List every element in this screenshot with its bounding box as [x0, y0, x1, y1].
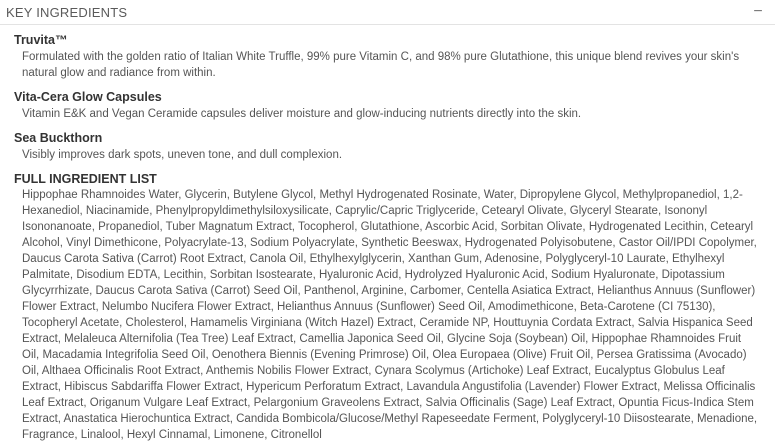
accordion-body: [0, 25, 775, 443]
accordion-header[interactable]: [0, 0, 775, 25]
ingredient-item: [14, 89, 761, 122]
full-list-text: Hippophae Rhamnoides Water, Glycerin, Butylene Glycol, Methyl Hydrogenated Rosinate, Water, Dipropylene Glycol, Methylpropanediol, 1,2-Hexanediol, Niacinamide, Phenylpropyldimethylsiloxysilicate, Caprylic/Capric Triglyceride, Cetearyl Olivate, Glyceryl Stearate, Isononyl Isononanoate, Propanediol, Tuber Magnatum Extract, Tocopherol, Glutathione, Ascorbic Acid, Sorbitan Olivate, Hydrogenated Lecithin, Cetearyl Alcohol, Vinyl Dimethicone, Polyacrylate-13, Sodium Polyacrylate, Synthetic Beeswax, Hydrogenated Polyisobutene, Castor Oil/IPDI Copolymer, Daucus Carota Sativa (Carrot) Root Extract, Canola Oil, Ethylhexylglycerin, Xanthan Gum, Adenosine, Polyglyceryl-10 Laurate, Ethylhexyl Palmitate, Disodium EDTA, Lecithin, Sorbitan Isostearate, Hyaluronic Acid, Hydrolyzed Hyaluronic Acid, Sodium Hyaluronate, Dipotassium Glycyrrhizate, Daucus Carota Sativa (Carrot) Seed Oil, Panthenol, Arginine, Carbomer, Centella Asiatica Extract, Helianthus Annuus (Sunflower) Flower Extract, Nelumbo Nucifera Flower Extract, Helianthus Annuus (Sunflower) Seed Oil, Amodimethicone, Beta-Carotene (CI 75130), Tocopheryl Acetate, Cholesterol, Hamamelis Virginiana (Witch Hazel) Extract, Ceramide NP, Houttuynia Cordata Extract, Salvia Hispanica Seed Extract, Melaleuca Alternifolia (Tea Tree) Leaf Extract, Camellia Japonica Seed Oil, Glycine Soja (Soybean) Oil, Hippophae Rhamnoides Fruit Oil, Macadamia Integrifolia Seed Oil, Oenothera Biennis (Evening Primrose) Oil, Olea Europaea (Olive) Fruit Oil, Persea Gratissima (Avocado) Oil, Althaea Officinalis Root Extract, Anthemis Nobilis Flower Extract, Cynara Scolymus (Artichoke) Leaf Extract, Eucalyptus Globulus Leaf Extract, Hibiscus Sabdariffa Flower Extract, Hypericum Perforatum Extract, Lavandula Angustifolia (Lavender) Flower Extract, Melissa Officinalis Leaf Extract, Origanum Vulgare Leaf Extract, Pelargonium Graveolens Extract, Salvia Officinalis (Sage) Leaf Extract, Opuntia Ficus-Indica Stem Extract, Anastatica Hierochuntica Extract, Candida Bombicola/Glucose/Methyl Rapeseedate Ferment, Polyglyceryl-10 Diisostearate, Menadione, Fragrance, Linalool, Hexyl Cinnamal, Limonene, Citronellol: [22, 189, 758, 441]
ingredient-name: Truvita™: [14, 33, 68, 47]
ingredient-item: [14, 32, 761, 81]
ingredient-item: [14, 130, 761, 163]
ingredient-description: Vitamin E&K and Vegan Ceramide capsules deliver moisture and glow-inducing nutrients directly into the skin.: [22, 108, 582, 120]
ingredient-name: Vita-Cera Glow Capsules: [14, 90, 162, 104]
ingredient-name: Sea Buckthorn: [14, 131, 103, 145]
ingredient-description: Visibly improves dark spots, uneven tone, and dull complexion.: [22, 149, 343, 161]
collapse-icon[interactable]: −: [753, 3, 763, 20]
full-ingredient-list: [14, 171, 761, 443]
full-list-title: FULL INGREDIENT LIST: [14, 172, 157, 186]
accordion-title: KEY INGREDIENTS: [6, 4, 128, 20]
ingredient-description: Formulated with the golden ratio of Italian White Truffle, 99% pure Vitamin C, and 98% pure Glutathione, this unique blend revives your skin's natural glow and radiance from within.: [22, 51, 740, 79]
